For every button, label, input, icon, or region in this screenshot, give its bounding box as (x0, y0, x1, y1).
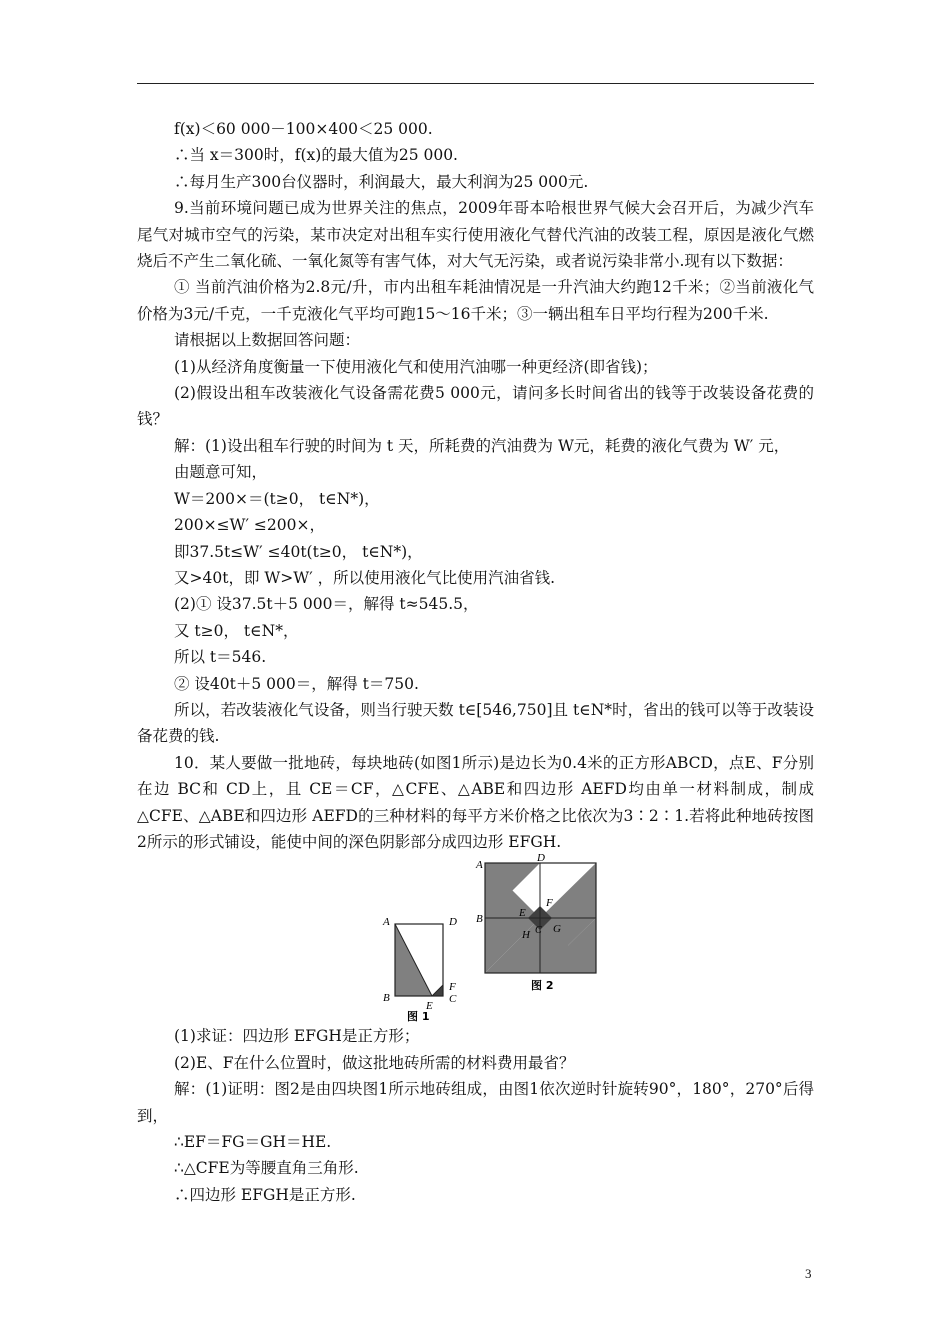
tile-figures (381, 852, 771, 1024)
problem-9-statement: 9.当前环境问题已成为世界关注的焦点，2009年哥本哈根世界气候大会召开后，为减少汽车尾气对城市空气的污染，某市决定对出租车实行使用液化气替代汽油的改装工程，原因是液化气燃烧后不产生二氧化硫、一氧化氮等有害气体，对大气无污染，或者说污染非常小.现有以下数据： (137, 199, 814, 271)
label-d2: D (537, 852, 545, 865)
solution-line: 又 t≥0， t∈N*， (174, 621, 299, 640)
proof-line: ∴△CFE为等腰直角三角形. (174, 1159, 359, 1178)
text-line: ∴当 x＝300时，f(x)的最大值为25 000. (174, 146, 458, 165)
figure-2-caption: 图 2 (531, 979, 554, 993)
question-10-1: (1)求证：四边形 EFGH是正方形； (174, 1027, 420, 1046)
solution-line: 即37.5t≤W′ ≤40t(t≥0， t∈N*)， (174, 542, 423, 561)
figure-1-caption: 图 1 (407, 1010, 430, 1024)
solution-line: 又>40t，即 W>W′ ，所以使用液化气比使用汽油省钱. (174, 568, 556, 587)
label-f: F (449, 981, 456, 994)
body-text (137, 116, 814, 1208)
solution-line: W＝200×＝(t≥0， t∈N*)， (174, 489, 380, 508)
solution-line: 解：(1)设出租车行驶的时间为 t 天，所耗费的汽油费为 W元，耗费的液化气费为 W′ 元， (174, 436, 790, 455)
figure-1 (382, 916, 457, 1023)
question-2: (2)假设出租车改装液化气设备需花费5 000元，请问多长时间省出的钱等于改装设备花费的钱？ (137, 384, 814, 429)
proof-line: ∴四边形 EFGH是正方形. (174, 1185, 356, 1204)
solution-line: 由题意可知， (174, 463, 268, 482)
label-a: A (383, 916, 390, 929)
header-rule (137, 83, 814, 84)
label-b: B (383, 992, 390, 1005)
figure-2 (475, 852, 596, 992)
solution-line: ② 设40t＋5 000＝，解得 t＝750. (174, 674, 419, 693)
figure-area (137, 852, 814, 1024)
text-line: f(x)＜60 000－100×400＜25 000. (174, 120, 433, 138)
page-number: 3 (805, 1266, 812, 1281)
label-e2: E (519, 907, 526, 920)
solution-line: 200×≤W′ ≤200×， (174, 516, 325, 535)
label-f2: F (546, 897, 553, 910)
tile-gray-2 (540, 863, 596, 918)
label-a2: A (476, 859, 483, 872)
text-line: 请根据以上数据回答问题： (174, 331, 361, 350)
label-e: E (426, 1000, 433, 1013)
label-g2: G (553, 923, 561, 936)
question-10-2: (2)E、F在什么位置时，做这批地砖所需的材料费用最省？ (174, 1053, 575, 1072)
label-c2: C (535, 925, 542, 937)
label-b2: B (476, 913, 483, 926)
solution-line: (2)① 设37.5t＋5 000＝，解得 t≈545.5， (174, 595, 479, 614)
solution-line: 所以 t＝546. (174, 648, 267, 667)
question-1: (1)从经济角度衡量一下使用液化气和使用汽油哪一种更经济(即省钱)； (174, 357, 658, 376)
problem-9-data: ① 当前汽油价格为2.8元/升，市内出租车耗油情况是一升汽油大约跑12千米；②当前液化气价格为3元/千克，一千克液化气平均可跑15～16千米；③一辆出租车日平均行程为200千米. (137, 278, 814, 323)
label-h2: H (522, 929, 530, 942)
solution-line: 所以，若改装液化气设备，则当行驶天数 t∈[546,750]且 t∈N*时，省出的钱可以等于改装设备花费的钱. (137, 700, 814, 746)
label-d: D (449, 916, 457, 929)
proof-line: 解：(1)证明：图2是由四块图1所示地砖组成，由图1依次逆时针旋转90°，180°，270°后得到， (137, 1080, 814, 1125)
text-line: ∴每月生产300台仪器时，利润最大，最大利润为25 000元. (174, 172, 589, 191)
label-c: C (449, 993, 457, 1006)
proof-line: ∴EF＝FG＝GH＝HE. (174, 1133, 332, 1151)
problem-10-statement: 10．某人要做一批地砖，每块地砖(如图1所示)是边长为0.4米的正方形ABCD，点E、F分别在边 BC和 CD上，且 CE＝CF，△CFE、△ABE和四边形 AEFD均由单一材料制成，制成△CFE、△ABE和四边形 AEFD的三种材料的每平方米价格之比依次为3∶2∶1.若将此种地砖按图2所示的形式铺设，能使中间的深色阴影部分成四边形 EFGH. (137, 753, 814, 851)
